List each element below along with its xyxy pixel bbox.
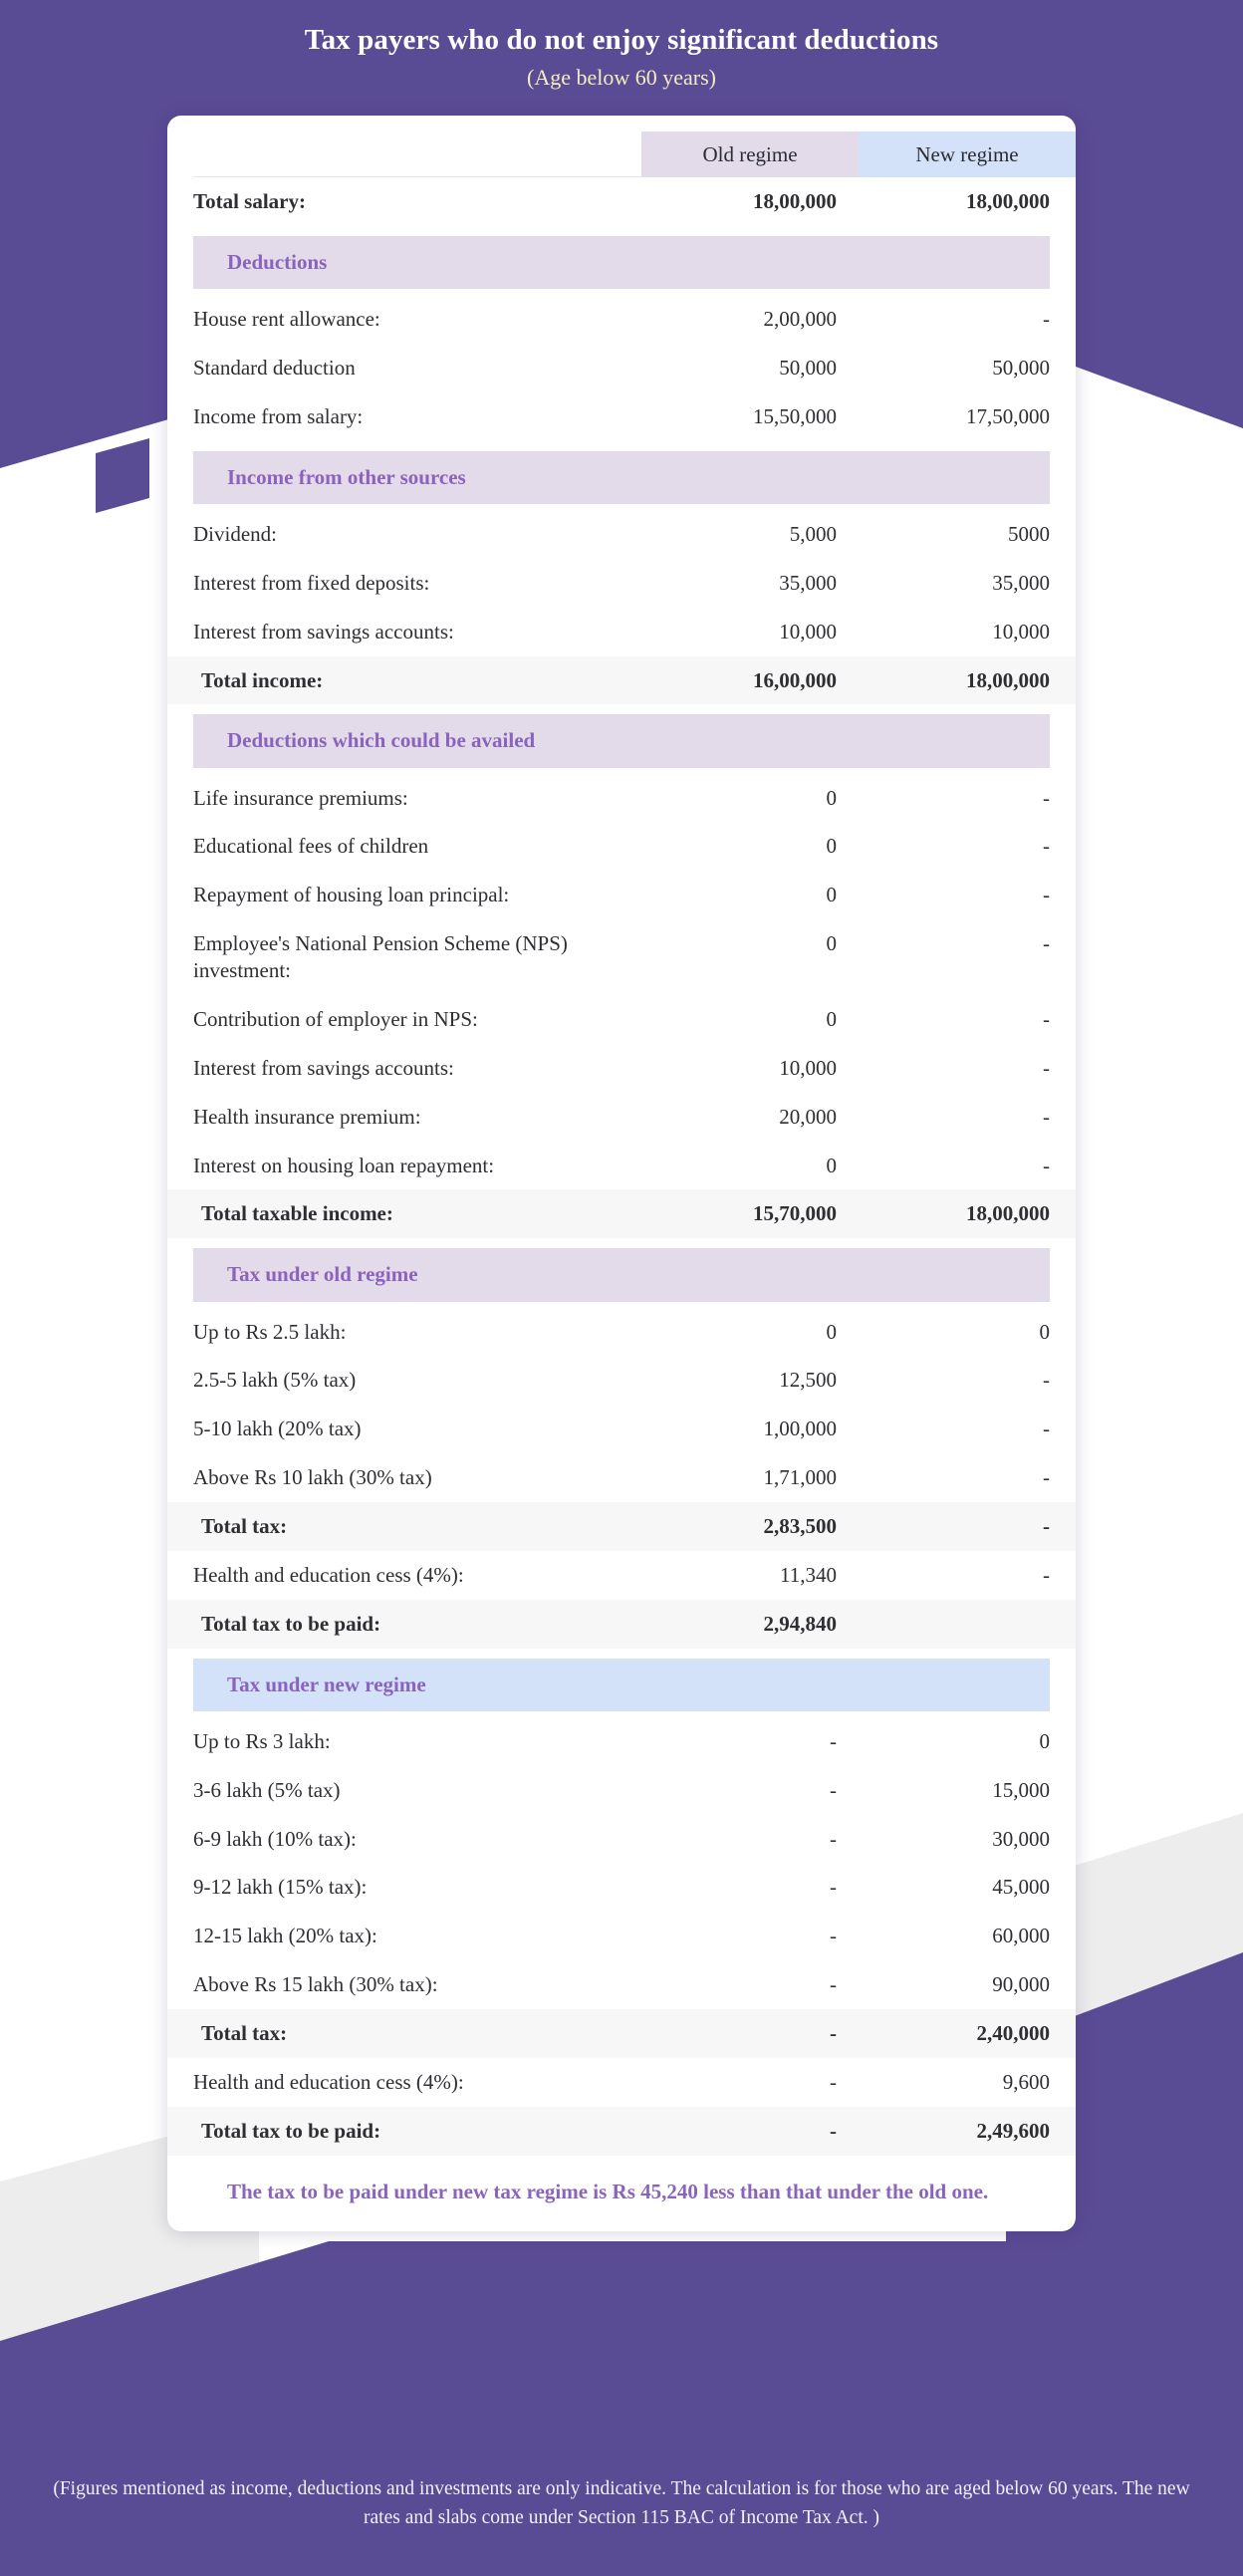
section-header-row	[167, 1238, 1076, 1307]
row-label: 12-15 lakh (20% tax):	[193, 1924, 377, 1948]
row-value-new-regime: 0	[1039, 1319, 1050, 1344]
row-value-old-regime: -	[641, 2107, 859, 2156]
row-label: 5-10 lakh (20% tax)	[193, 1417, 362, 1441]
section-header-row	[167, 441, 1076, 510]
table-row	[167, 1912, 1076, 1960]
row-value-old-regime: 15,70,000	[641, 1189, 859, 1238]
row-value-new-regime: -	[1043, 883, 1050, 907]
old-regime-label: Old regime	[641, 131, 859, 177]
table-row	[167, 2009, 1076, 2058]
row-value-new-regime: 10,000	[992, 619, 1050, 644]
row-label: Life insurance premiums:	[193, 785, 408, 810]
row-value-new-regime: -	[1043, 1104, 1050, 1129]
row-value-new-regime: 18,00,000	[966, 189, 1050, 213]
row-label: Interest on housing loan repayment:	[193, 1153, 495, 1177]
row-value-old-regime: 2,94,840	[641, 1600, 859, 1649]
row-label: 2.5-5 lakh (5% tax)	[193, 1368, 357, 1393]
row-value-old-regime: -	[641, 2009, 859, 2058]
row-label: Income from salary:	[193, 403, 364, 428]
row-value-new-regime: -	[1043, 1006, 1050, 1031]
row-value-new-regime: 18,00,000	[859, 656, 1076, 705]
row-label: Up to Rs 3 lakh:	[193, 1728, 331, 1753]
table-row	[167, 822, 1076, 871]
row-value-new-regime: -	[1043, 1153, 1050, 1177]
row-value-new-regime: 50,000	[992, 355, 1050, 380]
table-row	[167, 1551, 1076, 1600]
table-row	[167, 1600, 1076, 1649]
table-row	[167, 995, 1076, 1044]
row-label: Total tax:	[167, 1502, 641, 1551]
table-body	[167, 177, 1076, 2156]
row-value-old-regime: -	[830, 1777, 837, 1802]
section-header-cell	[167, 1238, 1076, 1307]
row-label: 9-12 lakh (15% tax):	[193, 1875, 368, 1900]
row-value-old-regime: 0	[826, 1153, 837, 1177]
row-label: Total tax to be paid:	[167, 1600, 641, 1649]
row-value-old-regime: -	[830, 1875, 837, 1900]
table-row	[167, 1044, 1076, 1093]
row-value-old-regime: 0	[826, 785, 837, 810]
row-value-old-regime: 1,00,000	[763, 1417, 837, 1441]
row-value-new-regime: -	[1043, 1368, 1050, 1393]
section-title: Tax under new regime	[193, 1659, 1050, 1711]
row-label: Health and education cess (4%):	[193, 2069, 464, 2094]
row-value-new-regime: 0	[1039, 1728, 1050, 1753]
row-value-old-regime: 12,500	[779, 1368, 837, 1393]
row-value-new-regime: 17,50,000	[966, 403, 1050, 428]
row-value-new-regime: 15,000	[992, 1777, 1050, 1802]
row-value-old-regime: 2,83,500	[641, 1502, 859, 1551]
row-value-new-regime: 2,40,000	[859, 2009, 1076, 2058]
row-label: Health and education cess (4%):	[193, 1562, 464, 1587]
row-value-new-regime: -	[1043, 1055, 1050, 1080]
table-row	[167, 1815, 1076, 1864]
column-header-new-regime	[859, 116, 1076, 177]
table-row	[167, 1093, 1076, 1142]
row-label: Total tax:	[167, 2009, 641, 2058]
table-row	[167, 774, 1076, 823]
table-row	[167, 1308, 1076, 1357]
table-row	[167, 392, 1076, 441]
row-label: Repayment of housing loan principal:	[193, 883, 510, 907]
row-label: Total tax to be paid:	[167, 2107, 641, 2156]
new-regime-label: New regime	[859, 131, 1076, 177]
table-row	[167, 1189, 1076, 1238]
row-value-new-regime: 9,600	[1002, 2069, 1050, 2094]
section-header-row	[167, 704, 1076, 773]
section-header-row	[167, 226, 1076, 295]
row-label: Total taxable income:	[167, 1189, 641, 1238]
row-value-old-regime: 2,00,000	[763, 307, 837, 332]
row-value-new-regime: 45,000	[992, 1875, 1050, 1900]
table-row	[167, 1453, 1076, 1502]
table-row	[167, 1960, 1076, 2009]
row-label: 6-9 lakh (10% tax):	[193, 1826, 357, 1851]
row-value-old-regime: -	[830, 1924, 837, 1948]
row-value-new-regime: 60,000	[992, 1924, 1050, 1948]
row-value-new-regime: 30,000	[992, 1826, 1050, 1851]
row-value-new-regime: 2,49,600	[859, 2107, 1076, 2156]
row-value-new-regime: 35,000	[992, 570, 1050, 595]
row-value-old-regime: -	[830, 2069, 837, 2094]
row-label: Total income:	[167, 656, 641, 705]
row-value-new-regime: -	[1043, 785, 1050, 810]
row-value-new-regime: -	[1043, 1562, 1050, 1587]
section-header-cell	[167, 226, 1076, 295]
row-label: Interest from savings accounts:	[193, 619, 454, 644]
table-row	[167, 295, 1076, 344]
row-value-old-regime: 5,000	[789, 521, 837, 546]
row-label: Up to Rs 2.5 lakh:	[193, 1319, 347, 1344]
row-value-old-regime: 20,000	[779, 1104, 837, 1129]
header-blank-cell	[167, 116, 641, 177]
section-header-cell	[167, 441, 1076, 510]
row-label: House rent allowance:	[193, 307, 380, 332]
row-label: Interest from savings accounts:	[193, 1055, 454, 1080]
column-header-old-regime	[641, 116, 859, 177]
section-title: Tax under old regime	[193, 1248, 1050, 1301]
row-value-old-regime: 1,71,000	[763, 1465, 837, 1490]
table-row	[167, 510, 1076, 559]
row-label: Employee's National Pension Scheme (NPS) investment:	[193, 931, 568, 983]
table-row	[167, 1356, 1076, 1405]
table-row	[167, 559, 1076, 608]
table-row	[167, 1405, 1076, 1453]
table-row	[167, 1717, 1076, 1766]
row-value-new-regime: 18,00,000	[859, 1189, 1076, 1238]
table-row	[167, 1142, 1076, 1190]
row-value-old-regime: -	[830, 1826, 837, 1851]
row-value-old-regime: 0	[826, 834, 837, 859]
row-value-old-regime: 10,000	[779, 619, 837, 644]
row-value-old-regime: 18,00,000	[753, 189, 837, 213]
section-header-cell	[167, 1649, 1076, 1717]
row-value-new-regime: 5000	[1008, 521, 1050, 546]
row-label: Health insurance premium:	[193, 1104, 421, 1129]
table-row	[167, 919, 1076, 995]
table-row	[167, 2058, 1076, 2107]
row-value-new-regime: -	[1043, 1417, 1050, 1441]
row-value-old-regime: 0	[826, 1006, 837, 1031]
section-title: Income from other sources	[193, 451, 1050, 504]
row-label: Educational fees of children	[193, 834, 429, 859]
row-label: Total salary:	[193, 189, 306, 213]
row-value-old-regime: 16,00,000	[641, 656, 859, 705]
table-row	[167, 1502, 1076, 1551]
section-title: Deductions which could be availed	[193, 714, 1050, 767]
row-value-old-regime: 35,000	[779, 570, 837, 595]
page-header	[0, 0, 1243, 93]
row-value-new-regime: -	[1043, 307, 1050, 332]
conclusion-note: The tax to be paid under new tax regime is Rs 45,240 less than that under the old one.	[227, 2179, 989, 2203]
row-value-old-regime: 11,340	[780, 1562, 837, 1587]
table-row	[167, 1766, 1076, 1815]
section-header-row	[167, 1649, 1076, 1717]
table-row	[167, 344, 1076, 392]
row-label: Standard deduction	[193, 355, 356, 380]
row-label: Above Rs 15 lakh (30% tax):	[193, 1972, 438, 1997]
row-value-new-regime: -	[1043, 834, 1050, 859]
row-label: Dividend:	[193, 521, 277, 546]
table-row	[167, 177, 1076, 226]
row-value-new-regime	[859, 1600, 1076, 1649]
table-row	[167, 656, 1076, 705]
page-title: Tax payers who do not enjoy significant deductions	[304, 24, 939, 56]
table-row	[167, 1863, 1076, 1912]
row-value-old-regime: 0	[826, 883, 837, 907]
row-value-old-regime: -	[830, 1728, 837, 1753]
footnote: (Figures mentioned as income, deductions and investments are only indicative. The calculation is for those who are aged below 60 years. The new rates and slabs come under Section 115 BAC of Income Tax Act. )	[53, 2478, 1190, 2529]
row-value-new-regime: -	[1043, 1465, 1050, 1490]
table-row	[167, 871, 1076, 919]
page-subtitle: (Age below 60 years)	[527, 65, 716, 91]
section-title: Deductions	[193, 236, 1050, 289]
row-label: Above Rs 10 lakh (30% tax)	[193, 1465, 432, 1490]
row-label: Interest from fixed deposits:	[193, 570, 430, 595]
row-value-new-regime: 90,000	[992, 1972, 1050, 1997]
tax-comparison-table	[167, 116, 1076, 2156]
table-row	[167, 2107, 1076, 2156]
row-value-old-regime: 50,000	[779, 355, 837, 380]
row-value-old-regime: 0	[826, 1319, 837, 1344]
row-value-old-regime: -	[830, 1972, 837, 1997]
table-header-row	[167, 116, 1076, 177]
row-label: Contribution of employer in NPS:	[193, 1006, 478, 1031]
row-value-new-regime: -	[859, 1502, 1076, 1551]
row-label: 3-6 lakh (5% tax)	[193, 1777, 341, 1802]
row-value-old-regime: 10,000	[779, 1055, 837, 1080]
row-value-new-regime: -	[1043, 931, 1050, 956]
section-header-cell	[167, 704, 1076, 773]
row-value-old-regime: 0	[826, 931, 837, 956]
tax-comparison-card	[167, 116, 1076, 2231]
row-value-old-regime: 15,50,000	[753, 403, 837, 428]
table-row	[167, 608, 1076, 656]
